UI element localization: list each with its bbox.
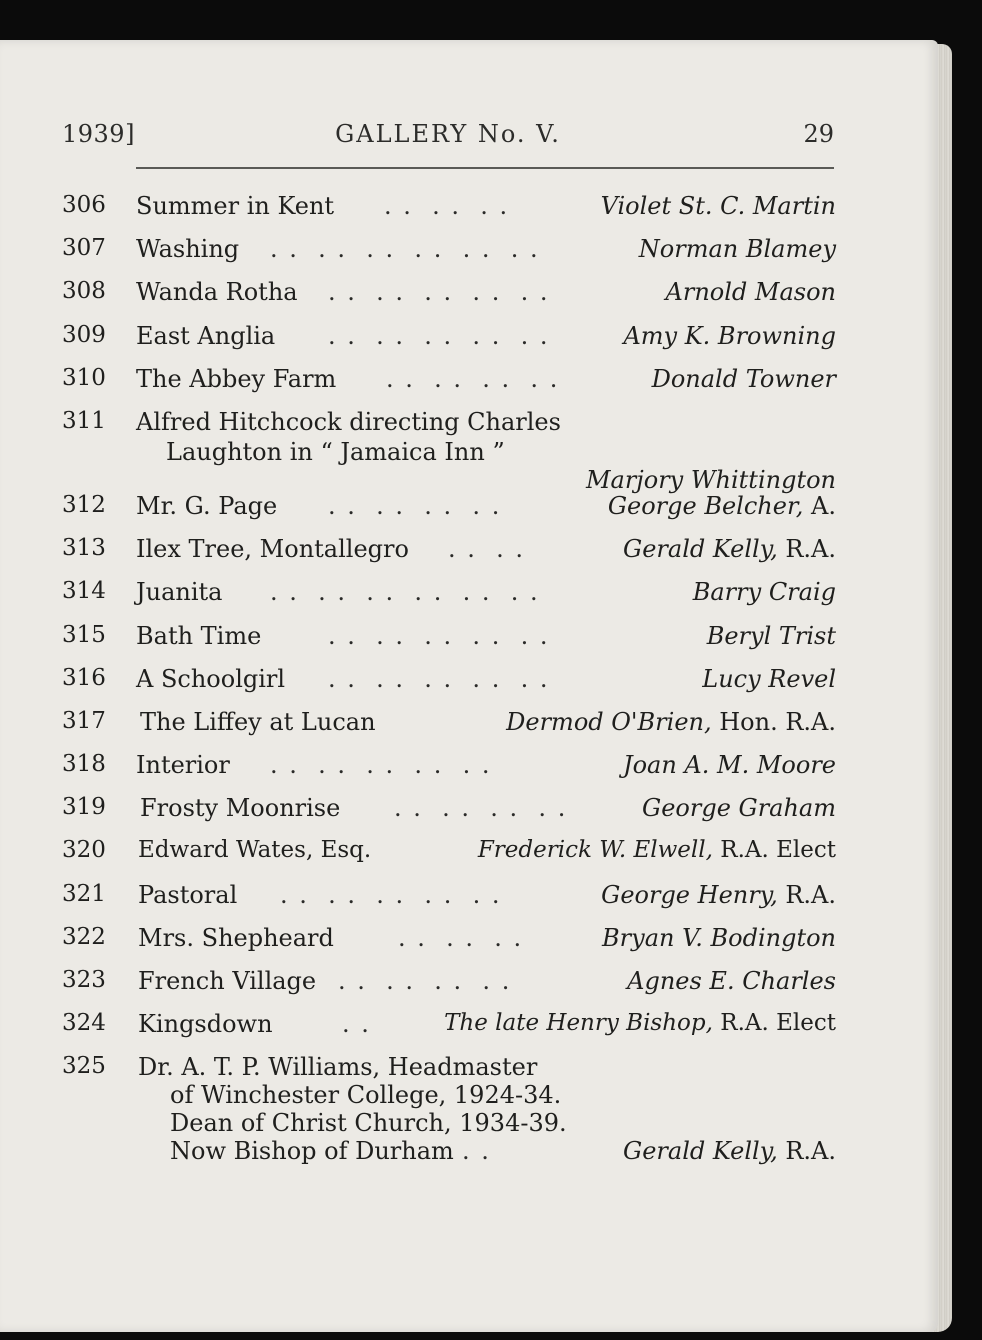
leader-dots: . . . . . . . . [338, 967, 512, 995]
entry-title: Summer in Kent [136, 192, 335, 220]
entry-title: The Liffey at Lucan [140, 707, 376, 736]
entry-title: Mrs. Shepheard [138, 923, 334, 952]
entry-number: 316 [62, 664, 106, 691]
entry-number: 324 [62, 1010, 106, 1037]
entry-title-continued: Laughton in “ Jamaica Inn ” [166, 437, 505, 466]
entry-317 [62, 700, 836, 743]
entry-323 [62, 959, 836, 1002]
entry-number: 319 [62, 794, 106, 821]
entry-title: Pastoral [138, 880, 238, 909]
entry-number: 312 [62, 491, 106, 518]
entry-artist: Violet St. C. Martin [600, 192, 836, 220]
entry-309 [62, 314, 836, 357]
leader-dots: . . [462, 1137, 491, 1166]
entry-number: 322 [62, 923, 106, 950]
leader-dots: . . . . . . . . . . . . [270, 235, 540, 264]
entry-320 [62, 829, 836, 872]
entry-title: Alfred Hitchcock directing Charles [136, 407, 561, 436]
entry-number: 318 [62, 751, 106, 778]
entry-312 [62, 484, 836, 527]
entry-306 [62, 184, 836, 227]
entry-number: 309 [62, 321, 106, 348]
entry-title: Bath Time [136, 621, 262, 650]
entry-number: 307 [62, 235, 106, 262]
leader-dots: . . . . . . . . [386, 364, 560, 393]
entry-artist: Lucy Revel [702, 664, 836, 693]
entry-title: The Abbey Farm [136, 364, 337, 393]
header-year: 1939] [62, 120, 135, 148]
entry-list [62, 184, 836, 1165]
entry-title: Kingsdown [138, 1010, 273, 1039]
entry-artist: George Graham [642, 794, 836, 823]
entry-321 [62, 873, 836, 916]
leader-dots: . . . . . . [398, 923, 524, 952]
entry-title-continued: Now Bishop of Durham [170, 1137, 454, 1166]
leader-dots: . . . . . . . . . . [328, 664, 550, 693]
entry-number: 311 [62, 407, 106, 434]
entry-artist: Norman Blamey [638, 235, 836, 264]
entry-308 [62, 270, 836, 313]
entry-artist: George Henry, R.A. [601, 880, 836, 909]
leader-dots: . . . . . . . . [328, 491, 502, 520]
entry-title: French Village [138, 967, 317, 995]
leader-dots: . . . . . . . . . . [328, 321, 550, 350]
entry-number: 313 [62, 535, 106, 562]
entry-artist: Beryl Trist [706, 621, 836, 650]
entry-artist: Gerald Kelly, R.A. [623, 535, 836, 564]
entry-325 [62, 1045, 836, 1165]
entry-artist: Agnes E. Charles [627, 967, 836, 995]
entry-number: 323 [62, 967, 106, 993]
entry-artist: The late Henry Bishop, R.A. Elect [444, 1010, 836, 1037]
entry-number: 306 [62, 192, 106, 218]
entry-title: Dr. A. T. P. Williams, Headmaster [138, 1053, 538, 1082]
entry-311 [62, 400, 836, 494]
leader-dots: . . . . . . . . . . [280, 880, 502, 909]
entry-title: Ilex Tree, Montallegro [136, 535, 409, 564]
leader-dots: . . . . [448, 535, 526, 564]
entry-title: Mr. G. Page [136, 491, 278, 520]
entry-number: 315 [62, 621, 106, 648]
entry-artist: Gerald Kelly, R.A. [623, 1137, 836, 1166]
entry-artist: Dermod O'Brien, Hon. R.A. [506, 707, 836, 736]
page-number: 29 [803, 120, 834, 148]
entry-artist: Arnold Mason [665, 278, 836, 307]
entry-artist: Amy K. Browning [623, 321, 836, 350]
entry-313 [62, 527, 836, 570]
header-rule [136, 167, 834, 169]
leader-dots: . . . . . . . . . . [328, 621, 550, 650]
entry-307 [62, 227, 836, 270]
running-head [62, 120, 834, 156]
entry-title: A Schoolgirl [136, 664, 286, 693]
entry-number: 310 [62, 364, 106, 391]
entry-number: 320 [62, 837, 106, 864]
entry-322 [62, 916, 836, 959]
entry-title: Frosty Moonrise [140, 794, 341, 823]
entry-number: 317 [62, 707, 106, 734]
entry-title: Interior [136, 751, 230, 780]
leader-dots: . . . . . . . . [394, 794, 568, 823]
entry-title: Washing [136, 235, 240, 264]
entry-title: Juanita [136, 578, 223, 607]
entry-319 [62, 786, 836, 829]
entry-number: 325 [62, 1053, 106, 1080]
entry-artist: Joan A. M. Moore [622, 751, 836, 780]
entry-number: 314 [62, 578, 106, 605]
leader-dots: . . [342, 1010, 371, 1039]
entry-artist: Marjory Whittington [585, 465, 836, 494]
entry-artist: Bryan V. Bodington [602, 923, 836, 952]
entry-title: Wanda Rotha [136, 278, 298, 307]
leader-dots: . . . . . . [384, 192, 510, 220]
entry-number: 308 [62, 278, 106, 305]
leader-dots: . . . . . . . . . . [328, 278, 550, 307]
entry-314 [62, 570, 836, 613]
entry-318 [62, 743, 836, 786]
entry-artist: Barry Craig [692, 578, 836, 607]
entry-316 [62, 657, 836, 700]
leader-dots: . . . . . . . . . . [270, 751, 492, 780]
entry-title: East Anglia [136, 321, 276, 350]
entry-title: Edward Wates, Esq. [138, 837, 372, 864]
entry-title-continued: of Winchester College, 1924-34. [170, 1081, 562, 1110]
entry-artist: George Belcher, A. [607, 491, 836, 520]
entry-324 [62, 1002, 836, 1045]
entry-310 [62, 357, 836, 400]
leader-dots: . . . . . . . . . . . . [270, 578, 540, 607]
entry-artist: Frederick W. Elwell, R.A. Elect [477, 837, 836, 864]
entry-title-continued: Dean of Christ Church, 1934-39. [170, 1109, 567, 1138]
entry-artist: Donald Towner [651, 364, 836, 393]
header-title: GALLERY No. V. [335, 120, 561, 148]
entry-number: 321 [62, 880, 106, 907]
entry-315 [62, 614, 836, 657]
